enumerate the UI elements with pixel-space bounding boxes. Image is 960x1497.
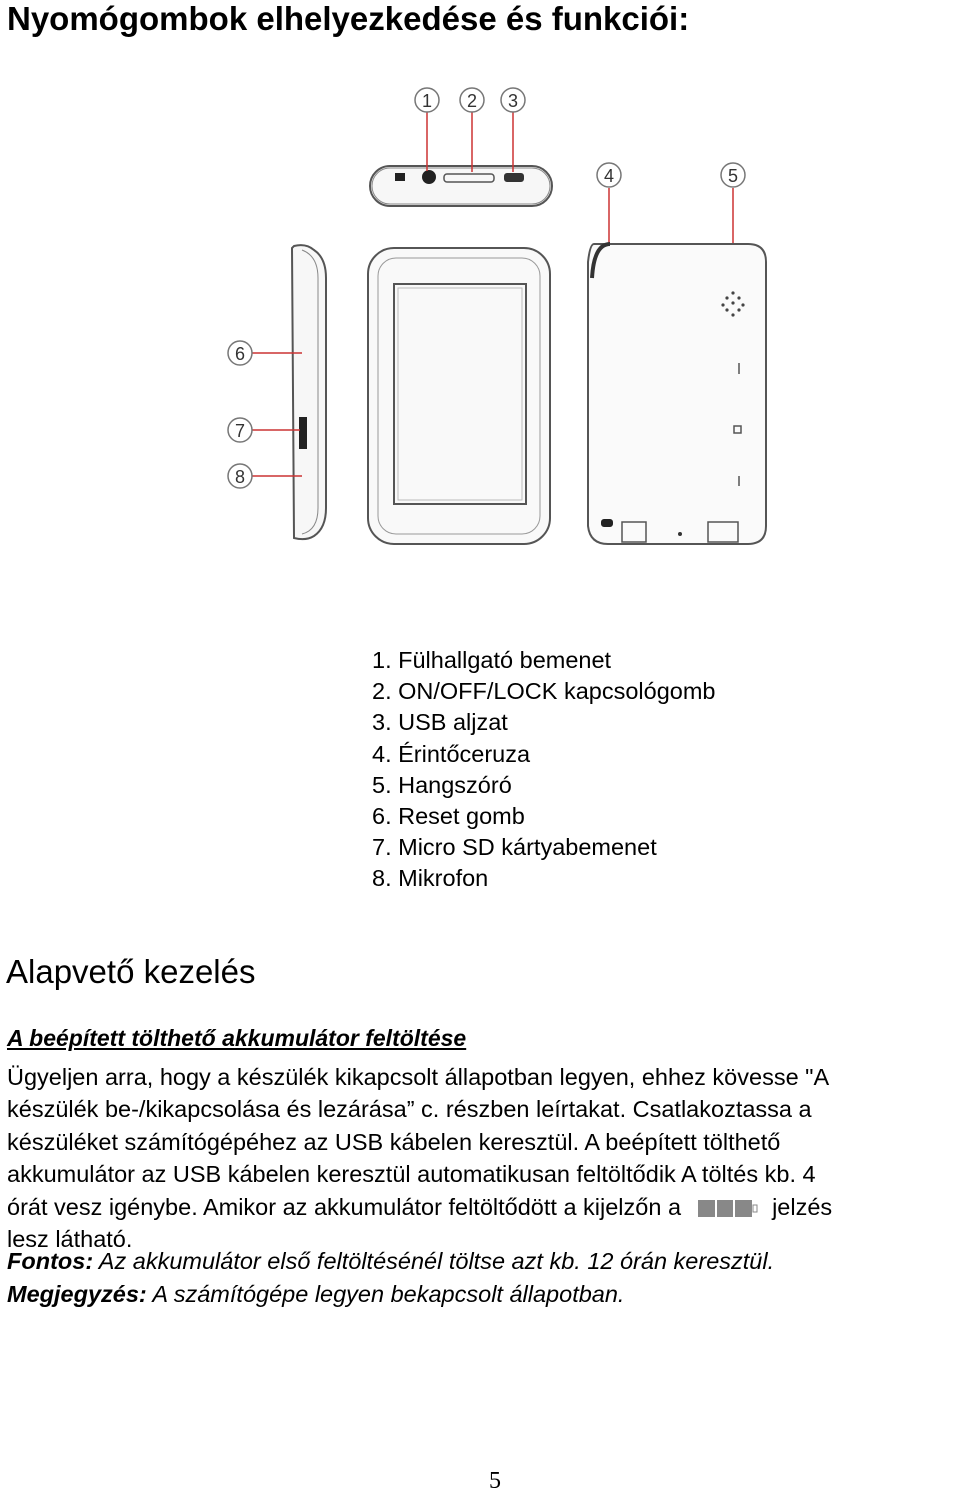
note-label: Fontos:	[7, 1248, 94, 1274]
device-back-view	[588, 244, 766, 544]
list-item: 4. Érintőceruza	[372, 740, 531, 767]
list-item: 5. Hangszóró	[372, 771, 512, 798]
page-title: Nyomógombok elhelyezkedése és funkciói:	[7, 0, 690, 37]
body-paragraph	[7, 1061, 957, 1255]
callout-number: 7	[234, 421, 246, 441]
list-item: 3. USB aljzat	[372, 709, 508, 736]
note-remark	[7, 1281, 624, 1308]
callout-5	[721, 163, 745, 187]
device-front-view	[368, 248, 550, 544]
body-line: Ügyeljen arra, hogy a készülék kikapcsolt állapotban legyen, ehhez kövesse "A	[7, 1064, 830, 1090]
callout-8	[228, 464, 252, 488]
section-heading: Alapvető kezelés	[6, 953, 256, 990]
body-line: akkumulátor az USB kábelen keresztül automatikusan feltöltődik A töltés kb. 4	[7, 1161, 816, 1188]
callout-2	[460, 88, 484, 112]
callout-number: 5	[727, 166, 739, 186]
callout-number: 8	[234, 467, 246, 487]
body-line-text: órát vesz igénybe. Amikor az akkumulátor feltöltődött a kijelzőn a	[7, 1193, 682, 1220]
callout-number: 4	[603, 166, 615, 186]
device-top-view	[370, 166, 552, 206]
callout-number: 1	[421, 91, 433, 111]
body-line: lesz látható.	[7, 1226, 133, 1253]
device-diagram	[222, 78, 770, 548]
subsection-heading: A beépített tölthető akkumulátor feltöltése	[7, 1025, 467, 1051]
list-item: 6. Reset gomb	[372, 803, 525, 830]
body-line-text: jelzés	[772, 1193, 833, 1220]
list-item: 2. ON/OFF/LOCK kapcsológomb	[372, 678, 716, 705]
device-side-view	[292, 245, 326, 539]
callout-7	[228, 418, 252, 442]
callout-4	[597, 163, 621, 187]
list-item: 7. Micro SD kártyabemenet	[372, 834, 657, 861]
list-item: 8. Mikrofon	[372, 865, 489, 892]
parts-list	[372, 645, 715, 895]
callout-1	[415, 88, 439, 112]
page-number: 5	[489, 1468, 501, 1494]
callout-6	[228, 341, 252, 365]
body-line	[7, 1191, 957, 1223]
callout-number: 2	[466, 91, 478, 111]
list-item: 1. Fülhallgató bemenet	[372, 647, 612, 673]
note-text: A számítógépe legyen bekapcsolt állapotban.	[146, 1281, 625, 1307]
battery-full-icon	[696, 1197, 762, 1219]
callout-number: 6	[234, 344, 246, 364]
body-line: készüléket számítógépéhez az USB kábelen keresztül. A beépített tölthető	[7, 1128, 781, 1155]
callout-3	[501, 88, 525, 112]
callout-number: 3	[507, 91, 519, 111]
note-text: Az akkumulátor első feltöltésénél töltse azt kb. 12 órán keresztül.	[93, 1248, 775, 1274]
body-line: készülék be-/kikapcsolása és lezárása” c. részben leírtakat. Csatlakoztassa a	[7, 1096, 812, 1123]
note-label: Megjegyzés:	[7, 1281, 147, 1307]
note-important	[7, 1248, 774, 1275]
